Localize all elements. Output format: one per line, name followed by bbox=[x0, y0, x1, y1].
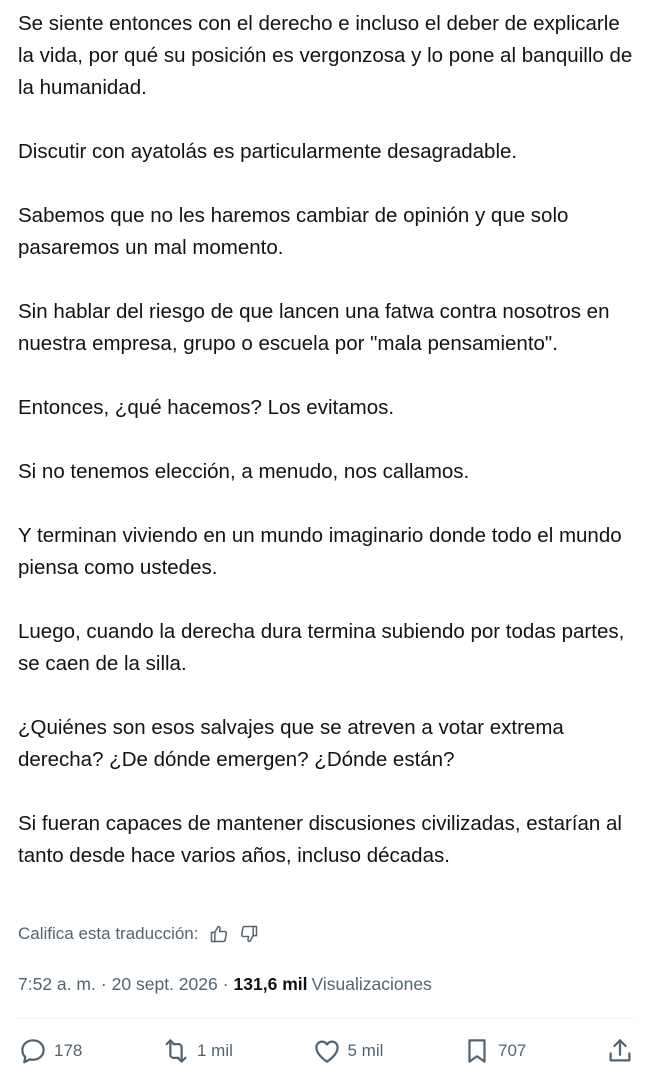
repost-count: 1 mil bbox=[196, 1041, 233, 1060]
reply-icon bbox=[18, 1036, 48, 1066]
repost-icon bbox=[161, 1036, 191, 1066]
tweet-metadata bbox=[18, 970, 432, 998]
divider bbox=[18, 1018, 635, 1019]
tweet-paragraph: Sabemos que no les haremos cambiar de opinión y que solo pasaremos un mal momento. bbox=[18, 204, 569, 259]
tweet-paragraph: Luego, cuando la derecha dura termina subiendo por todas partes, se caen de la silla. bbox=[18, 620, 625, 675]
tweet-paragraph: Se siente entonces con el derecho e incluso el deber de explicarle la vida, por qué su posición es vergonzosa y lo pone al banquillo de la humanidad. bbox=[18, 12, 633, 99]
tweet-paragraph: ¿Quiénes son esos salvajes que se atreven a votar extrema derecha? ¿De dónde emergen? ¿Dónde están? bbox=[18, 716, 564, 771]
tweet-actions-bar bbox=[18, 1034, 635, 1068]
tweet-date[interactable]: 20 sept. 2026 bbox=[111, 973, 218, 994]
share-button[interactable] bbox=[605, 1036, 635, 1066]
separator-dot: · bbox=[222, 973, 229, 994]
tweet-paragraph: Si fueran capaces de mantener discusiones civilizadas, estarían al tanto desde hace varios años, incluso décadas. bbox=[18, 812, 622, 867]
bookmark-count: 707 bbox=[498, 1041, 527, 1060]
tweet-time[interactable]: 7:52 a. m. bbox=[18, 973, 96, 994]
like-button[interactable] bbox=[312, 1036, 384, 1066]
bookmark-icon bbox=[462, 1036, 492, 1066]
reply-count: 178 bbox=[54, 1041, 83, 1060]
reply-button[interactable] bbox=[18, 1036, 82, 1066]
tweet-paragraph: Discutir con ayatolás es particularmente desagradable. bbox=[18, 140, 518, 163]
tweet-paragraph: Entonces, ¿qué hacemos? Los evitamos. bbox=[18, 396, 395, 419]
translation-rating bbox=[18, 920, 262, 948]
thumbs-down-icon[interactable] bbox=[236, 921, 262, 947]
share-icon bbox=[605, 1036, 635, 1066]
like-count: 5 mil bbox=[347, 1041, 384, 1060]
bookmark-button[interactable] bbox=[462, 1036, 526, 1066]
tweet-paragraph: Si no tenemos elección, a menudo, nos callamos. bbox=[18, 460, 470, 483]
tweet-text bbox=[18, 8, 638, 872]
rate-translation-label: Califica esta traducción: bbox=[18, 924, 199, 943]
heart-icon bbox=[312, 1036, 342, 1066]
tweet-paragraph: Y terminan viviendo en un mundo imaginario donde todo el mundo piensa como ustedes. bbox=[18, 524, 622, 579]
views-count: 131,6 mil bbox=[233, 973, 308, 994]
repost-button[interactable] bbox=[161, 1036, 233, 1066]
views-label: Visualizaciones bbox=[311, 973, 432, 994]
separator-dot: · bbox=[100, 973, 107, 994]
tweet-paragraph: Sin hablar del riesgo de que lancen una fatwa contra nosotros en nuestra empresa, grupo o escuela por "mala pensamiento". bbox=[18, 300, 610, 355]
thumbs-up-icon[interactable] bbox=[206, 921, 232, 947]
